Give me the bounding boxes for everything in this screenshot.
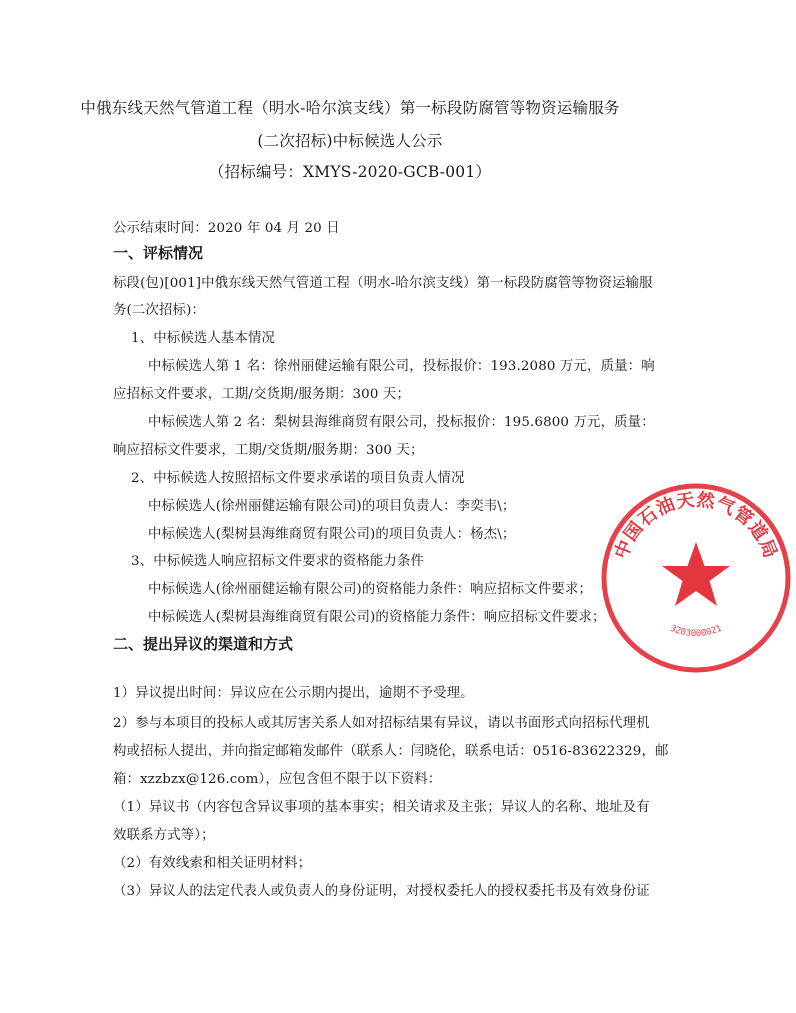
- candidate-2-line-1: 中标候选人第 2 名：梨树县海维商贸有限公司，投标报价：195.6800 万元，质量：: [148, 415, 655, 430]
- company-seal: [596, 478, 796, 678]
- section-1-heading: 一、评标情况: [113, 244, 204, 262]
- seal-star-icon: [662, 542, 730, 606]
- sub-2-title: 2、中标候选人按照招标文件要求承诺的项目负责人情况: [131, 471, 465, 486]
- objection-p2-line-1: 2）参与本项目的投标人或其厉害关系人如对招标结果有异议，请以书面形式向招标代理机: [113, 716, 650, 731]
- objection-item-1-line-2: 效联系方式等）；: [113, 828, 215, 843]
- candidate-2-line-2: 响应招标文件要求，工期/交货期/服务期：300 天；: [113, 443, 424, 458]
- sub-3-title: 3、中标候选人响应招标文件要求的资格能力条件: [131, 554, 425, 569]
- candidate-1-line-2: 应招标文件要求，工期/交货期/服务期：300 天；: [113, 387, 411, 402]
- publicity-end-time: 公示结束时间：2020 年 04 月 20 日: [113, 221, 340, 236]
- project-leader-1: 中标候选人(徐州丽健运输有限公司)的项目负责人：李奕韦\；: [148, 499, 516, 514]
- project-leader-2: 中标候选人(梨树县海维商贸有限公司)的项目负责人：杨杰\；: [148, 527, 516, 542]
- section-2-heading: 二、提出异议的渠道和方式: [113, 635, 294, 653]
- objection-time: 1）异议提出时间：异议应在公示期内提出，逾期不予受理。: [113, 686, 474, 701]
- objection-p2-line-3: 箱：xzzbzx@126.com），应包含但不限于以下资料：: [113, 772, 442, 787]
- seal-number-text: 3203000021: [668, 623, 724, 640]
- objection-p2-line-2: 构或招标人提出，并向指定邮箱发邮件（联系人：闫晓伦，联系电话：0516-83622329，邮: [113, 744, 669, 759]
- objection-item-2: （2）有效线索和相关证明材料；: [113, 856, 312, 871]
- qualification-1: 中标候选人(徐州丽健运输有限公司)的资格能力条件：响应招标文件要求；: [148, 582, 593, 597]
- sub-1-title: 1、中标候选人基本情况: [131, 331, 276, 346]
- qualification-2: 中标候选人(梨树县海维商贸有限公司)的资格能力条件：响应招标文件要求；: [148, 610, 606, 625]
- section-1-intro-line-1: 标段(包)[001]中俄东线天然气管道工程（明水-哈尔滨支线）第一标段防腐管等物资运输服: [113, 276, 653, 291]
- candidate-1-line-1: 中标候选人第 1 名：徐州丽健运输有限公司，投标报价：193.2080 万元，质量：响: [148, 359, 655, 374]
- title-line-3: （招标编号：XMYS-2020-GCB-001）: [208, 163, 492, 181]
- objection-item-1-line-1: （1）异议书（内容包含异议事项的基本事实；相关请求及主张；异议人的名称、地址及有: [113, 800, 650, 815]
- title-line-1: 中俄东线天然气管道工程（明水-哈尔滨支线）第一标段防腐管等物资运输服务: [80, 99, 620, 117]
- title-line-2: (二次招标)中标候选人公示: [257, 132, 443, 150]
- objection-item-3: （3）异议人的法定代表人或负责人的身份证明，对授权委托人的授权委托书及有效身份证: [113, 884, 650, 899]
- section-1-intro-line-2: 务(二次招标)：: [113, 303, 205, 318]
- seal-name-text: 中国石油天然气管道局: [610, 489, 782, 562]
